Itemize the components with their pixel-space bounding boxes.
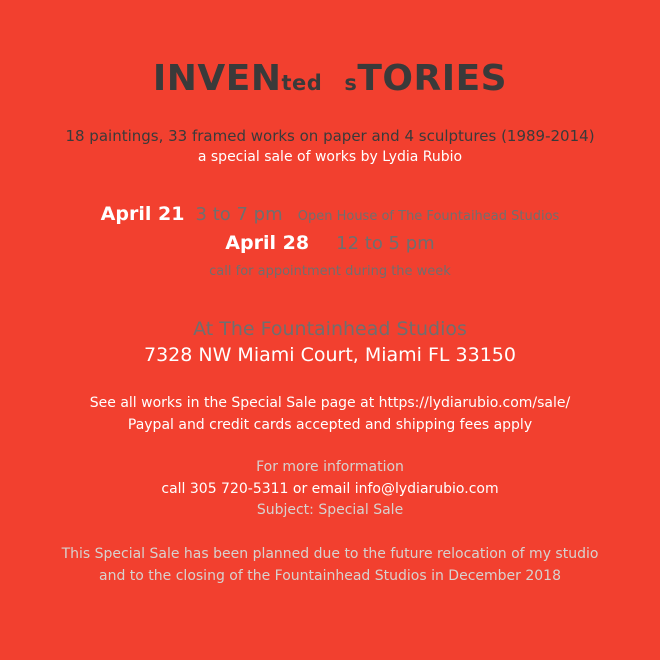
subtitle-works: 18 paintings, 33 framed works on paper and 4 sculptures (1989-2014)	[65, 127, 595, 145]
reason-line-2: and to the closing of the Fountainhead Studios in December 2018	[99, 568, 561, 584]
title-part-ted: ted	[281, 71, 323, 95]
contact-line: call 305 720-5311 or email info@lydiarubio.com	[161, 481, 499, 497]
title	[0, 58, 660, 99]
subtitle-sale: a special sale of works by Lydia Rubio	[197, 149, 463, 165]
schedule-row-1	[0, 203, 660, 225]
appointment-note: call for appointment during the week	[209, 264, 451, 279]
payment-line: Paypal and credit cards accepted and shipping fees apply	[127, 417, 533, 433]
schedule-row-2	[0, 232, 660, 254]
venue-address: 7328 NW Miami Court, Miami FL 33150	[144, 344, 516, 366]
date-april-21: April 21	[100, 203, 185, 225]
title-part-inven: INVEN	[152, 58, 282, 99]
sale-page-line: See all works in the Special Sale page at https://lydiarubio.com/sale/	[89, 395, 571, 411]
subject-line: Subject: Special Sale	[256, 502, 404, 518]
info-heading: For more information	[256, 459, 404, 475]
date-april-28: April 28	[225, 232, 310, 254]
title-part-tories: TORIES	[357, 58, 508, 99]
reason-line-1: This Special Sale has been planned due to the future relocation of my studio	[61, 546, 599, 562]
time-3-to-7: 3 to 7 pm	[195, 204, 283, 225]
open-house-label: Open House of The Fountaihead Studios	[297, 209, 560, 224]
title-part-s: s	[344, 71, 358, 95]
venue-name: At The Fountainhead Studios	[193, 318, 467, 340]
time-12-to-5: 12 to 5 pm	[336, 233, 435, 254]
